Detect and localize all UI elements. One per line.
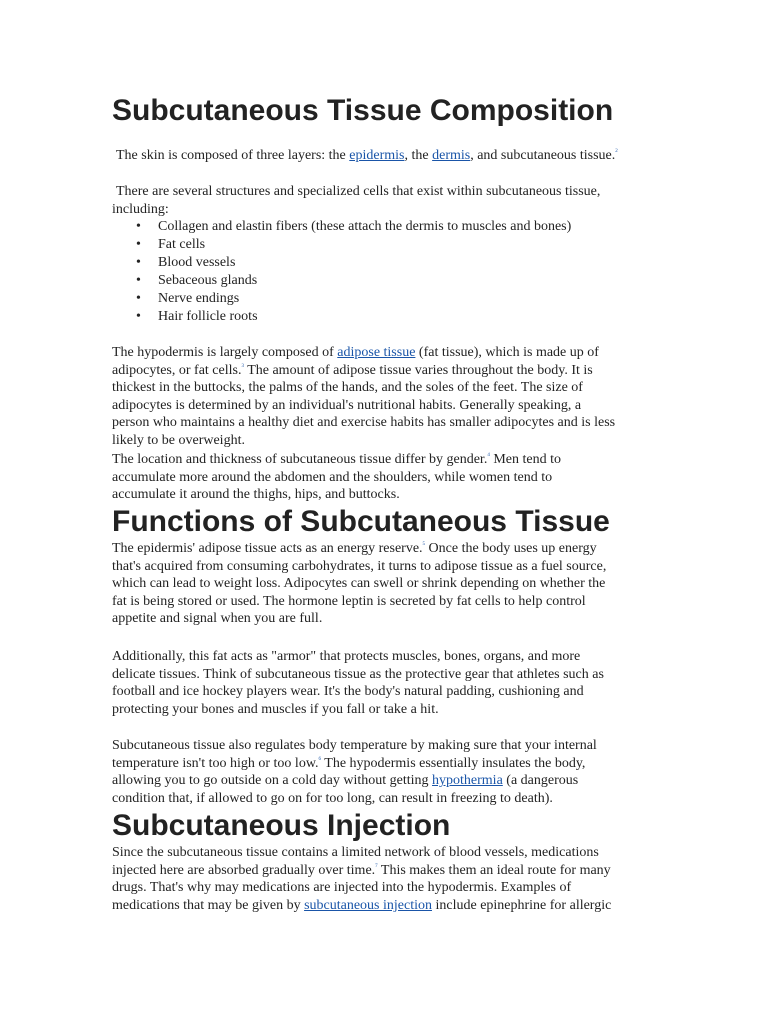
list-item (112, 254, 571, 272)
footnote-ref[interactable]: 4 (487, 453, 490, 458)
footnote-ref[interactable]: 7 (375, 863, 378, 869)
list-item (112, 218, 571, 236)
bullet-icon: • (136, 291, 141, 306)
text-span: medications that may be given by (112, 897, 305, 913)
paragraph-line: delicate tissues. Think of subcutaneous tissue as the protective gear that athletes such as (112, 666, 604, 682)
text-span: injected here are absorbed gradually over time. (112, 862, 376, 878)
paragraph-line: Additionally, this fat acts as "armor" that protects muscles, bones, organs, and more (112, 649, 581, 664)
text-span: The amount of adipose tissue varies throughout the body. It is (243, 362, 593, 378)
text-span: allowing you to go outside on a cold day without getting (112, 773, 433, 789)
list-item (112, 290, 571, 308)
text-span: (a dangerous (502, 773, 579, 789)
paragraph-line: likely to be overweight. (112, 432, 245, 448)
paragraph-line: that's acquired from consuming carbohydrates, it turns to adipose tissue as a fuel source, (112, 558, 607, 574)
footnote-ref[interactable]: 6 (318, 756, 322, 762)
paragraph-line: There are several structures and specialized cells that exist within subcutaneous tissue, (116, 184, 601, 199)
paragraph-line: adipocytes is determined by an individual's nutritional habits. Generally speaking, a (112, 397, 582, 413)
text-span: Men tend to (489, 452, 561, 467)
page-title: Subcutaneous Tissue Composition (112, 94, 614, 127)
footnote-ref[interactable]: 3 (241, 363, 244, 369)
bullet-icon: • (136, 255, 141, 270)
text-span: adipocytes, or fat cells. (112, 362, 242, 378)
paragraph-line: Since the subcutaneous tissue contains a limited network of blood vessels, medications (112, 845, 599, 860)
paragraph-line: accumulate more around the abdomen and the shoulders, while women tend to (112, 469, 553, 485)
armor-paragraph (112, 648, 660, 718)
paragraph-line: thickest in the buttocks, the palms of the hands, and the soles of the feet. The size of (112, 380, 583, 396)
section-heading-functions: Functions of Subcutaneous Tissue (112, 505, 610, 538)
structures-list (112, 218, 571, 326)
footnote-ref[interactable]: 2 (615, 149, 618, 154)
section-heading-injection: Subcutaneous Injection (112, 809, 451, 842)
list-item-text: Sebaceous glands (158, 273, 258, 288)
paragraph-line: condition that, if allowed to go on for too long, can result in freezing to death). (112, 790, 553, 806)
text-span: This makes them an ideal route for many (377, 862, 611, 878)
subcutaneous-injection-link[interactable]: subcutaneous injection (304, 897, 432, 913)
bullet-icon: • (136, 237, 141, 252)
text-span: include epinephrine for allergic (431, 897, 612, 913)
dermis-link[interactable]: dermis (432, 148, 471, 163)
list-item (112, 272, 571, 290)
paragraph-line: person who maintains a healthy diet and exercise habits has smaller adipocytes and is less (112, 415, 616, 431)
paragraph-line: Subcutaneous tissue also regulates body temperature by making sure that your internal (112, 738, 597, 753)
intro-paragraph (112, 147, 660, 165)
list-item-text: Collagen and elastin fibers (these attach the dermis to muscles and bones) (158, 219, 572, 234)
paragraph-line: protecting your bones and muscles if you fall or take a hit. (112, 701, 439, 717)
injection-paragraph (112, 844, 660, 914)
bullet-icon: • (136, 273, 141, 288)
text-span: , the (404, 148, 433, 163)
paragraph-line: which can lead to weight loss. Adipocytes can swell or shrink depending on whether the (112, 576, 606, 592)
list-item (112, 308, 571, 326)
text-span: The skin is composed of three layers: the (116, 148, 350, 163)
list-item-text: Hair follicle roots (158, 309, 258, 324)
text-span: temperature isn't too high or too low. (112, 755, 319, 771)
text-span: (fat tissue), which is made up of (415, 345, 599, 360)
text-span: The hypodermis is largely composed of (112, 345, 338, 360)
paragraph-line: drugs. That's why may medications are injected into the hypodermis. Examples of (112, 880, 572, 896)
bullet-icon: • (136, 309, 141, 324)
list-item (112, 236, 571, 254)
hypodermis-paragraph (112, 344, 660, 450)
paragraph-line: accumulate it around the thighs, hips, and buttocks. (112, 487, 400, 503)
adipose-tissue-link[interactable]: adipose tissue (337, 345, 416, 360)
paragraph-line: fat is being stored or used. The hormone leptin is secreted by fat cells to help control (112, 593, 586, 609)
text-span: Once the body uses up energy (425, 541, 597, 556)
energy-paragraph (112, 540, 660, 628)
footnote-ref[interactable]: 5 (422, 542, 426, 547)
epidermis-link[interactable]: epidermis (349, 148, 405, 163)
structures-paragraph (112, 183, 660, 218)
hypothermia-link[interactable]: hypothermia (432, 773, 503, 789)
text-span: , and subcutaneous tissue. (470, 148, 616, 163)
gender-paragraph (112, 451, 660, 504)
list-item-text: Fat cells (158, 237, 206, 252)
temperature-paragraph (112, 737, 660, 807)
bullet-icon: • (136, 219, 141, 234)
text-span: The hypodermis essentially insulates the body, (321, 755, 586, 771)
paragraph-line: including: (112, 201, 169, 217)
text-span: The epidermis' adipose tissue acts as an energy reserve. (112, 541, 423, 556)
list-item-text: Blood vessels (158, 255, 236, 270)
paragraph-line: appetite and signal when you are full. (112, 611, 323, 627)
paragraph-line: football and ice hockey players wear. It's the body's natural padding, cushioning and (112, 684, 584, 700)
text-span: The location and thickness of subcutaneous tissue differ by gender. (112, 452, 488, 467)
list-item-text: Nerve endings (158, 291, 240, 306)
